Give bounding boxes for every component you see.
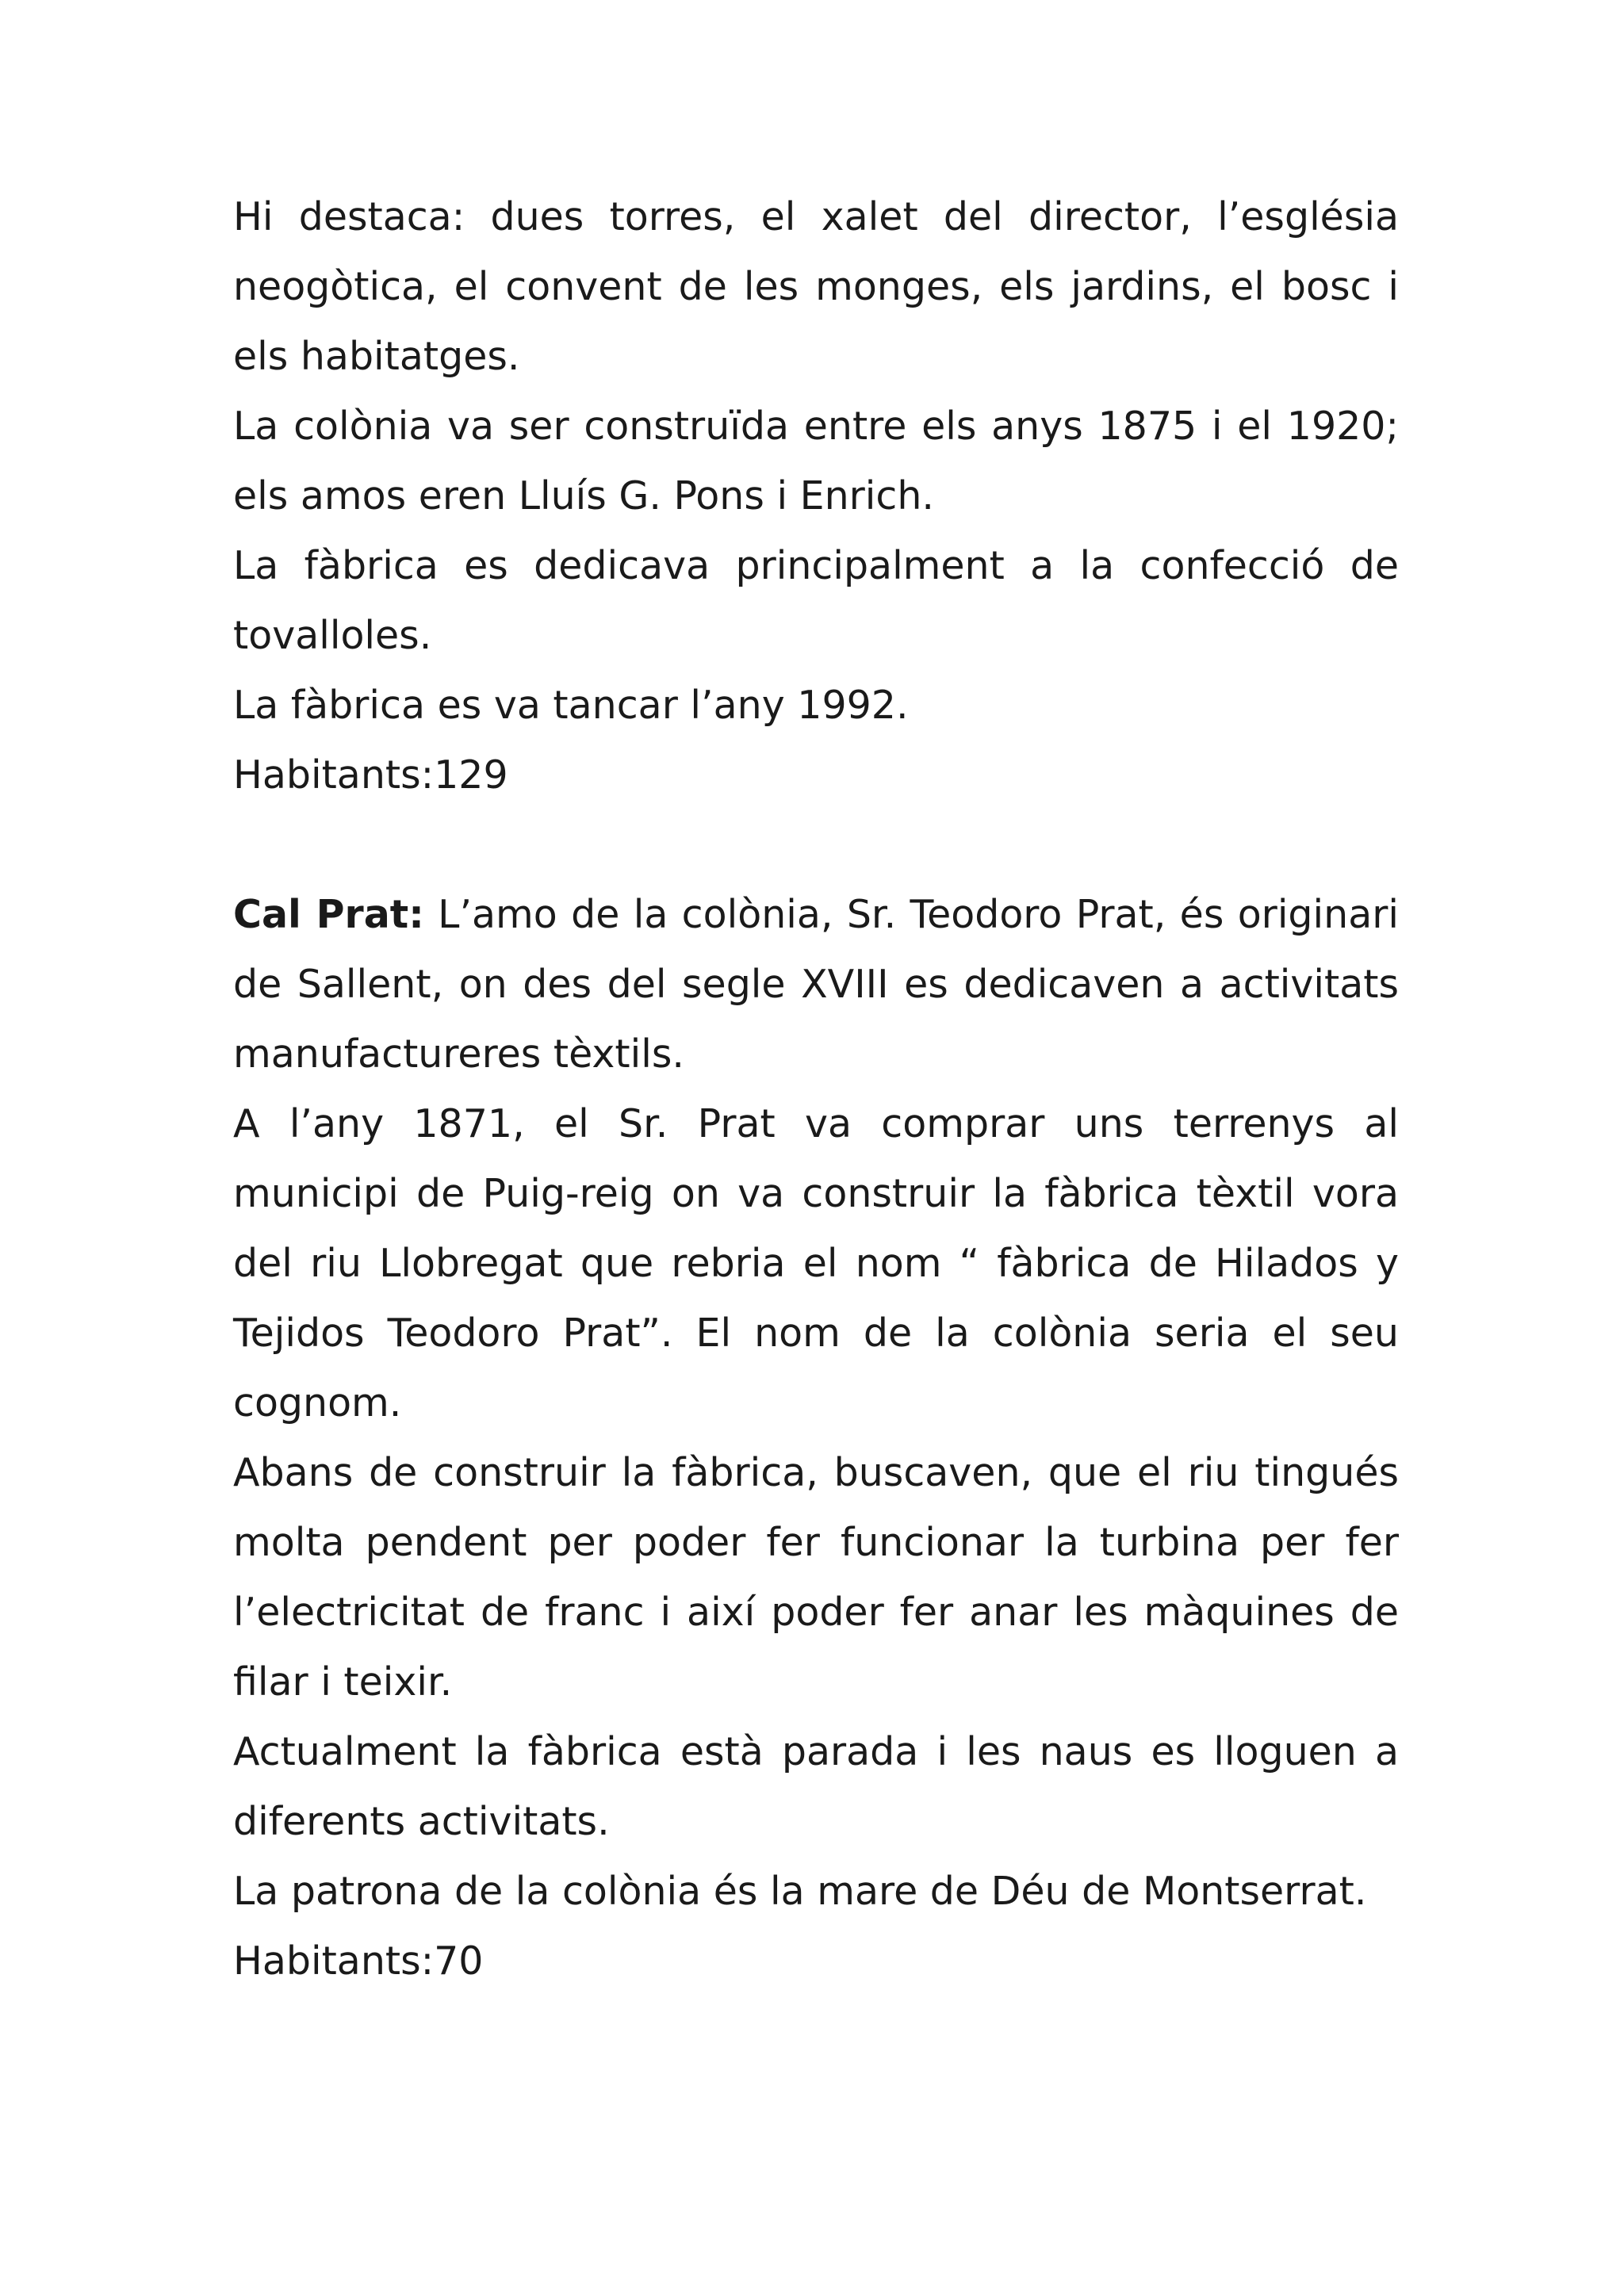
- paragraph-inhabitants-1: Habitants:129: [233, 752, 508, 798]
- paragraph-cal-prat-intro: [233, 880, 1399, 1089]
- paragraph-land-purchase: A l’any 1871, el Sr. Prat va comprar uns terrenys al municipi de Puig-reig on va construir la fàbrica tèxtil vora del riu Llobregat que rebria el nom “ fàbrica de Hilados y Tejidos Teodoro Prat”. El nom de la colònia seria el seu cognom.: [233, 1101, 1399, 1425]
- section-gap: [233, 810, 1399, 880]
- document-page: [233, 182, 1399, 1996]
- paragraph-closure: La fàbrica es va tancar l’any 1992.: [233, 683, 909, 728]
- paragraph-patron: La patrona de la colònia és la mare de Déu de Montserrat.: [233, 1869, 1367, 1914]
- paragraph-production: La fàbrica es dedicava principalment a la confecció de tovalloles.: [233, 543, 1399, 658]
- paragraph-current-status: Actualment la fàbrica està parada i les naus es lloguen a diferents activitats.: [233, 1729, 1399, 1844]
- paragraph-cal-prat-intro-text: L’amo de la colònia, Sr. Teodoro Prat, és originari de Sallent, on des del segle XVIII es dedicaven a activitats manufactureres tèxtils.: [233, 892, 1399, 1077]
- paragraph-highlights: Hi destaca: dues torres, el xalet del director, l’església neogòtica, el convent de les monges, els jardins, el bosc i els habitatges.: [233, 194, 1399, 379]
- paragraph-river: Abans de construir la fàbrica, buscaven, que el riu tingués molta pendent per poder fer funcionar la turbina per fer l’electricitat de franc i així poder fer anar les màquines de filar i teixir.: [233, 1450, 1399, 1705]
- paragraph-inhabitants-2: Habitants:70: [233, 1938, 484, 1984]
- paragraph-construction: La colònia va ser construïda entre els anys 1875 i el 1920; els amos eren Lluís G. Pons i Enrich.: [233, 404, 1399, 519]
- section-heading-cal-prat: Cal Prat:: [233, 892, 424, 937]
